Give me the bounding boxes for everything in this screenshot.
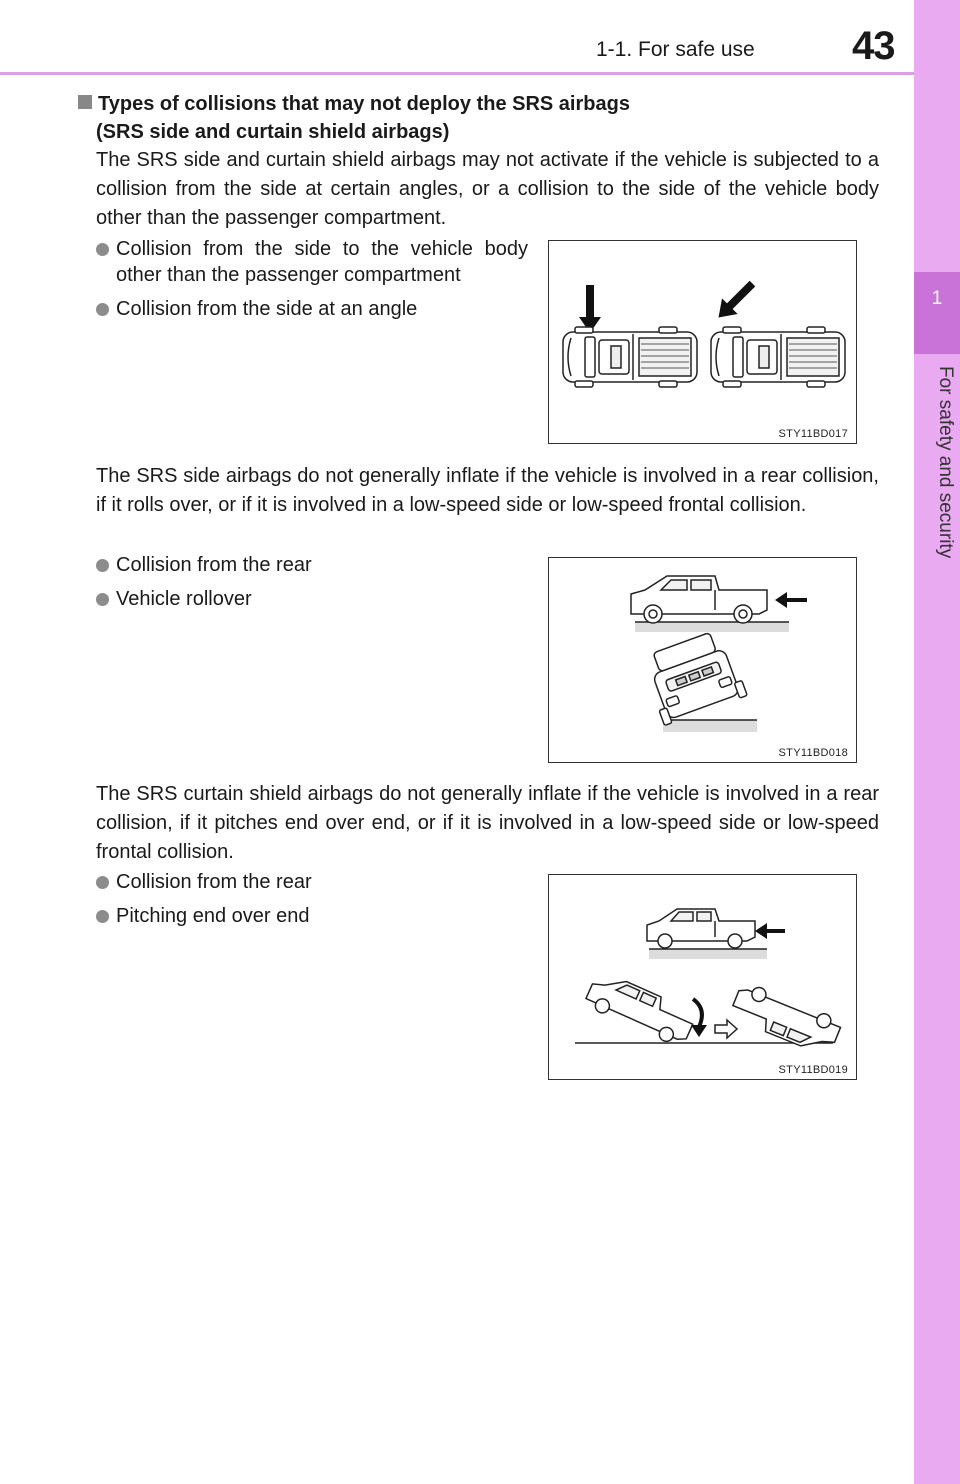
list-item bbox=[96, 552, 528, 578]
section-heading bbox=[78, 90, 878, 146]
bullet-dot-icon bbox=[96, 910, 109, 923]
bullet-dot-icon bbox=[96, 876, 109, 889]
list-item bbox=[96, 869, 528, 895]
bullet-text: Pitching end over end bbox=[116, 905, 310, 927]
list-item bbox=[96, 903, 528, 929]
bullet-list-3 bbox=[96, 869, 528, 937]
side-tab bbox=[914, 0, 960, 1484]
rear-rollover-illustration bbox=[549, 558, 855, 761]
figure-code: STY11BD018 bbox=[778, 747, 848, 759]
list-item bbox=[96, 296, 528, 322]
figure-code: STY11BD019 bbox=[778, 1064, 848, 1076]
figure-code: STY11BD017 bbox=[778, 428, 848, 440]
page-number: 43 bbox=[852, 24, 895, 68]
list-item bbox=[96, 586, 528, 612]
side-chapter-number: 1 bbox=[931, 288, 943, 309]
bullet-text: Vehicle rollover bbox=[116, 588, 252, 610]
bullet-dot-icon bbox=[96, 559, 109, 572]
bullet-list-2 bbox=[96, 552, 528, 620]
bullet-dot-icon bbox=[96, 243, 109, 256]
side-collision-illustration bbox=[549, 241, 855, 442]
paragraph-2: The SRS side airbags do not generally inflate if the vehicle is involved in a rear collision, if it rolls over, or if it is involved in a low-speed side or low-speed frontal collision. bbox=[96, 465, 879, 516]
bullet-list-1 bbox=[96, 236, 528, 330]
paragraph-1: The SRS side and curtain shield airbags may not activate if the vehicle is subjected to a collision from the side at certain angles, or a collision to the side of the vehicle body other than the passenger compartment. bbox=[96, 149, 879, 229]
side-chapter-title: For safety and security bbox=[935, 366, 956, 559]
bullet-text: Collision from the side to the vehicle body other than the passenger compartment bbox=[116, 238, 528, 286]
bullet-dot-icon bbox=[96, 303, 109, 316]
bullet-text: Collision from the side at an angle bbox=[116, 298, 418, 320]
paragraph-3: The SRS curtain shield airbags do not generally inflate if the vehicle is involved in a rear collision, if it pitches end over end, or if it is involved in a low-speed side or low-speed frontal collision. bbox=[96, 783, 879, 863]
heading-line-1: Types of collisions that may not deploy the SRS airbags bbox=[98, 93, 630, 115]
side-chapter-box bbox=[914, 272, 960, 354]
list-item bbox=[96, 236, 528, 288]
figure-rear-pitching bbox=[548, 874, 857, 1080]
section-title: 1-1. For safe use bbox=[596, 38, 755, 61]
header-rule bbox=[0, 72, 914, 75]
heading-line-2: (SRS side and curtain shield airbags) bbox=[96, 121, 450, 143]
figure-side-collision bbox=[548, 240, 857, 444]
bullet-text: Collision from the rear bbox=[116, 554, 312, 576]
figure-rear-rollover bbox=[548, 557, 857, 763]
heading-square-icon bbox=[78, 95, 92, 109]
bullet-text: Collision from the rear bbox=[116, 871, 312, 893]
bullet-dot-icon bbox=[96, 593, 109, 606]
rear-pitching-illustration bbox=[549, 875, 855, 1078]
